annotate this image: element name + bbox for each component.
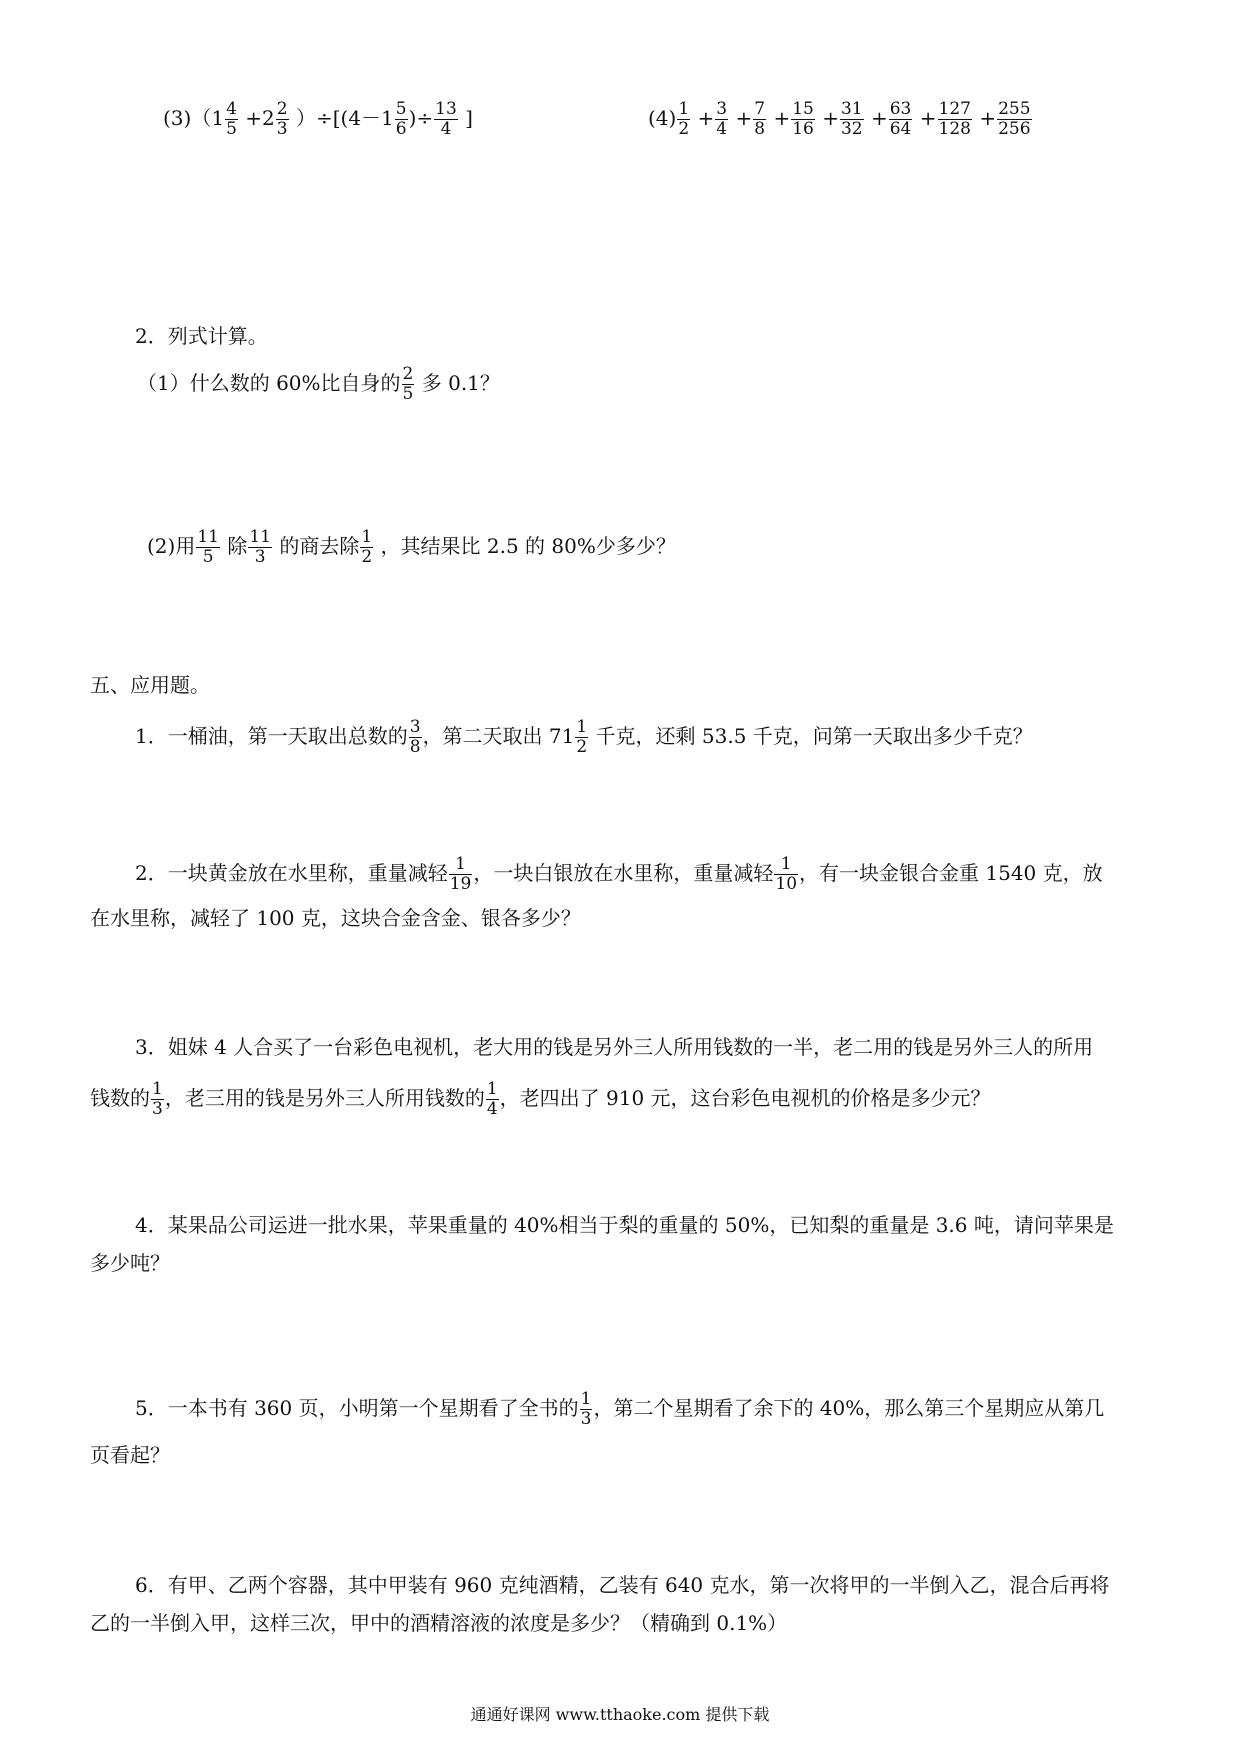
question-text: ，其结果比 2.5 的 80%少多少？ [380,534,676,558]
plus-sign: + [919,106,937,130]
question-2-2 [147,528,676,567]
denominator: 4 [440,119,452,139]
numerator: 3 [409,717,421,737]
denominator: 8 [409,737,421,757]
numerator: 1 [678,99,690,119]
denominator: 19 [449,874,472,894]
denominator: 3 [254,547,266,567]
expression-3 [163,100,473,139]
problem-text: ，一块白银放在水里称，重量减轻 [473,861,774,885]
plus-sign: + [697,106,715,130]
numerator: 11 [197,527,219,547]
expression-4 [648,100,1033,139]
expr-text: (4) [648,106,677,130]
numerator: 255 [998,99,1031,119]
plus-sign: + [870,106,888,130]
fraction [575,718,588,757]
denominator: 2 [361,547,373,567]
fraction [276,100,289,139]
numerator: 11 [249,527,271,547]
problem-text: 钱数的 [90,1086,150,1110]
denominator: 3 [580,1409,592,1429]
fraction [248,528,272,567]
section-5-heading: 五、应用题。 [90,673,210,697]
plus-sign: + [773,106,791,130]
denominator: 5 [202,547,214,567]
denominator: 128 [938,119,971,139]
numerator: 1 [774,855,798,875]
fraction [434,100,458,139]
numerator: 5 [395,99,407,119]
plus-sign: + [735,106,753,130]
plus-sign: + [245,106,263,130]
plus-sign: + [822,106,839,130]
denominator: 2 [678,119,690,139]
problem-5-line-2: 页看起？ [90,1443,170,1467]
denominator: 6 [395,119,407,139]
denominator: 5 [402,384,414,404]
problem-text: ，有一块金银合金重 1540 克，放 [799,861,1103,885]
fraction [840,100,864,139]
plus-sign: + [979,106,997,130]
problem-5-line-1 [135,1390,1104,1429]
problem-3-line-1: 3．姐妹 4 人合买了一台彩色电视机，老大用的钱是另外三人所用钱数的一半，老二用的钱是另外三人的所用 [135,1035,1094,1059]
numerator: 1 [576,717,588,737]
denominator: 10 [775,874,798,894]
problem-3-line-2 [90,1080,991,1119]
denominator: 3 [152,1099,163,1119]
fraction [580,1390,593,1429]
numerator: 1 [152,1079,163,1099]
fraction [889,100,913,139]
fraction [791,100,815,139]
numerator: 15 [792,99,814,119]
numerator: 13 [435,99,457,119]
fraction [774,855,798,894]
denominator: 4 [486,1099,498,1119]
problem-text: 1．一桶油，第一天取出总数的 [135,724,408,748]
page-footer: 通通好课网 www.tthaoke.com 提供下载 [470,1705,770,1724]
question-2-1 [137,365,500,404]
question-text: 除 [227,534,248,558]
fraction [486,1080,499,1119]
problem-1 [135,718,1033,757]
mixed-whole: 1 [211,106,225,130]
problem-text: ，老四出了 910 元，这台彩色电视机的价格是多少元？ [499,1086,991,1110]
denominator: 64 [889,119,912,139]
problem-text: 千克，还剩 53.5 千克，问第一天取出多少千克？ [595,724,1033,748]
numerator: 3 [716,99,728,119]
numerator: 1 [580,1389,592,1409]
fraction [997,100,1031,139]
section-2-heading: 2．列式计算。 [135,324,268,348]
fraction [360,528,373,567]
problem-text: ，老三用的钱是另外三人所用钱数的 [164,1086,485,1110]
fraction [677,100,690,139]
denominator: 2 [576,737,588,757]
numerator: 1 [486,1079,498,1099]
fraction [402,365,415,404]
fraction [753,100,766,139]
denominator: 32 [840,119,863,139]
problem-text: 5．一本书有 360 页，小明第一个星期看了全书的 [135,1396,579,1420]
question-text: （1）什么数的 60%比自身的 [137,371,401,395]
numerator: 1 [449,855,473,875]
denominator: 16 [792,119,814,139]
problem-6-line-2: 乙的一半倒入甲，这样三次，甲中的酒精溶液的浓度是多少？（精确到 0.1%） [90,1611,788,1635]
denominator: 3 [276,119,288,139]
expr-text: ）÷[(4－ [295,106,382,130]
numerator: 63 [889,99,912,119]
numerator: 7 [754,99,766,119]
fraction [225,100,238,139]
numerator: 2 [276,99,288,119]
denominator: 8 [754,119,766,139]
fraction [196,528,220,567]
fraction [938,100,972,139]
question-text: (2)用 [147,534,196,558]
expr-text: (3)（ [163,106,212,130]
question-text: 多 0.1？ [421,371,500,395]
numerator: 31 [840,99,863,119]
numerator: 127 [938,99,971,119]
denominator: 5 [226,119,237,139]
expr-text: )÷ [408,106,434,130]
mixed-whole: 2 [262,106,275,130]
problem-2-line-2: 在水里称，减轻了 100 克，这块合金含金、银各多少？ [90,906,581,930]
mixed-whole: 1 [381,106,394,130]
fraction [449,855,473,894]
numerator: 1 [361,527,373,547]
denominator: 256 [998,119,1031,139]
problem-4-line-1: 4．某果品公司运进一批水果，苹果重量的 40%相当于梨的重量的 50%，已知梨的重量是 3.6 吨，请问苹果是 [135,1213,1114,1237]
problem-text: 2．一块黄金放在水里称，重量减轻 [135,861,448,885]
fraction [715,100,728,139]
denominator: 4 [716,119,728,139]
problem-6-line-1: 6．有甲、乙两个容器，其中甲装有 960 克纯酒精，乙装有 640 克水，第一次将甲的一半倒入乙，混合后再将 [135,1573,1110,1597]
question-text: 的商去除 [279,534,360,558]
fraction [395,100,408,139]
problem-4-line-2: 多少吨？ [90,1251,170,1275]
numerator: 2 [402,364,414,384]
fraction [151,1080,164,1119]
problem-text: ，第二天取出 71 [422,724,575,748]
problem-2-line-1 [135,855,1103,894]
problem-text: ，第二个星期看了余下的 40%，那么第三个星期应从第几 [593,1396,1105,1420]
expr-text: ] [465,106,473,130]
fraction [409,718,422,757]
numerator: 4 [226,99,237,119]
